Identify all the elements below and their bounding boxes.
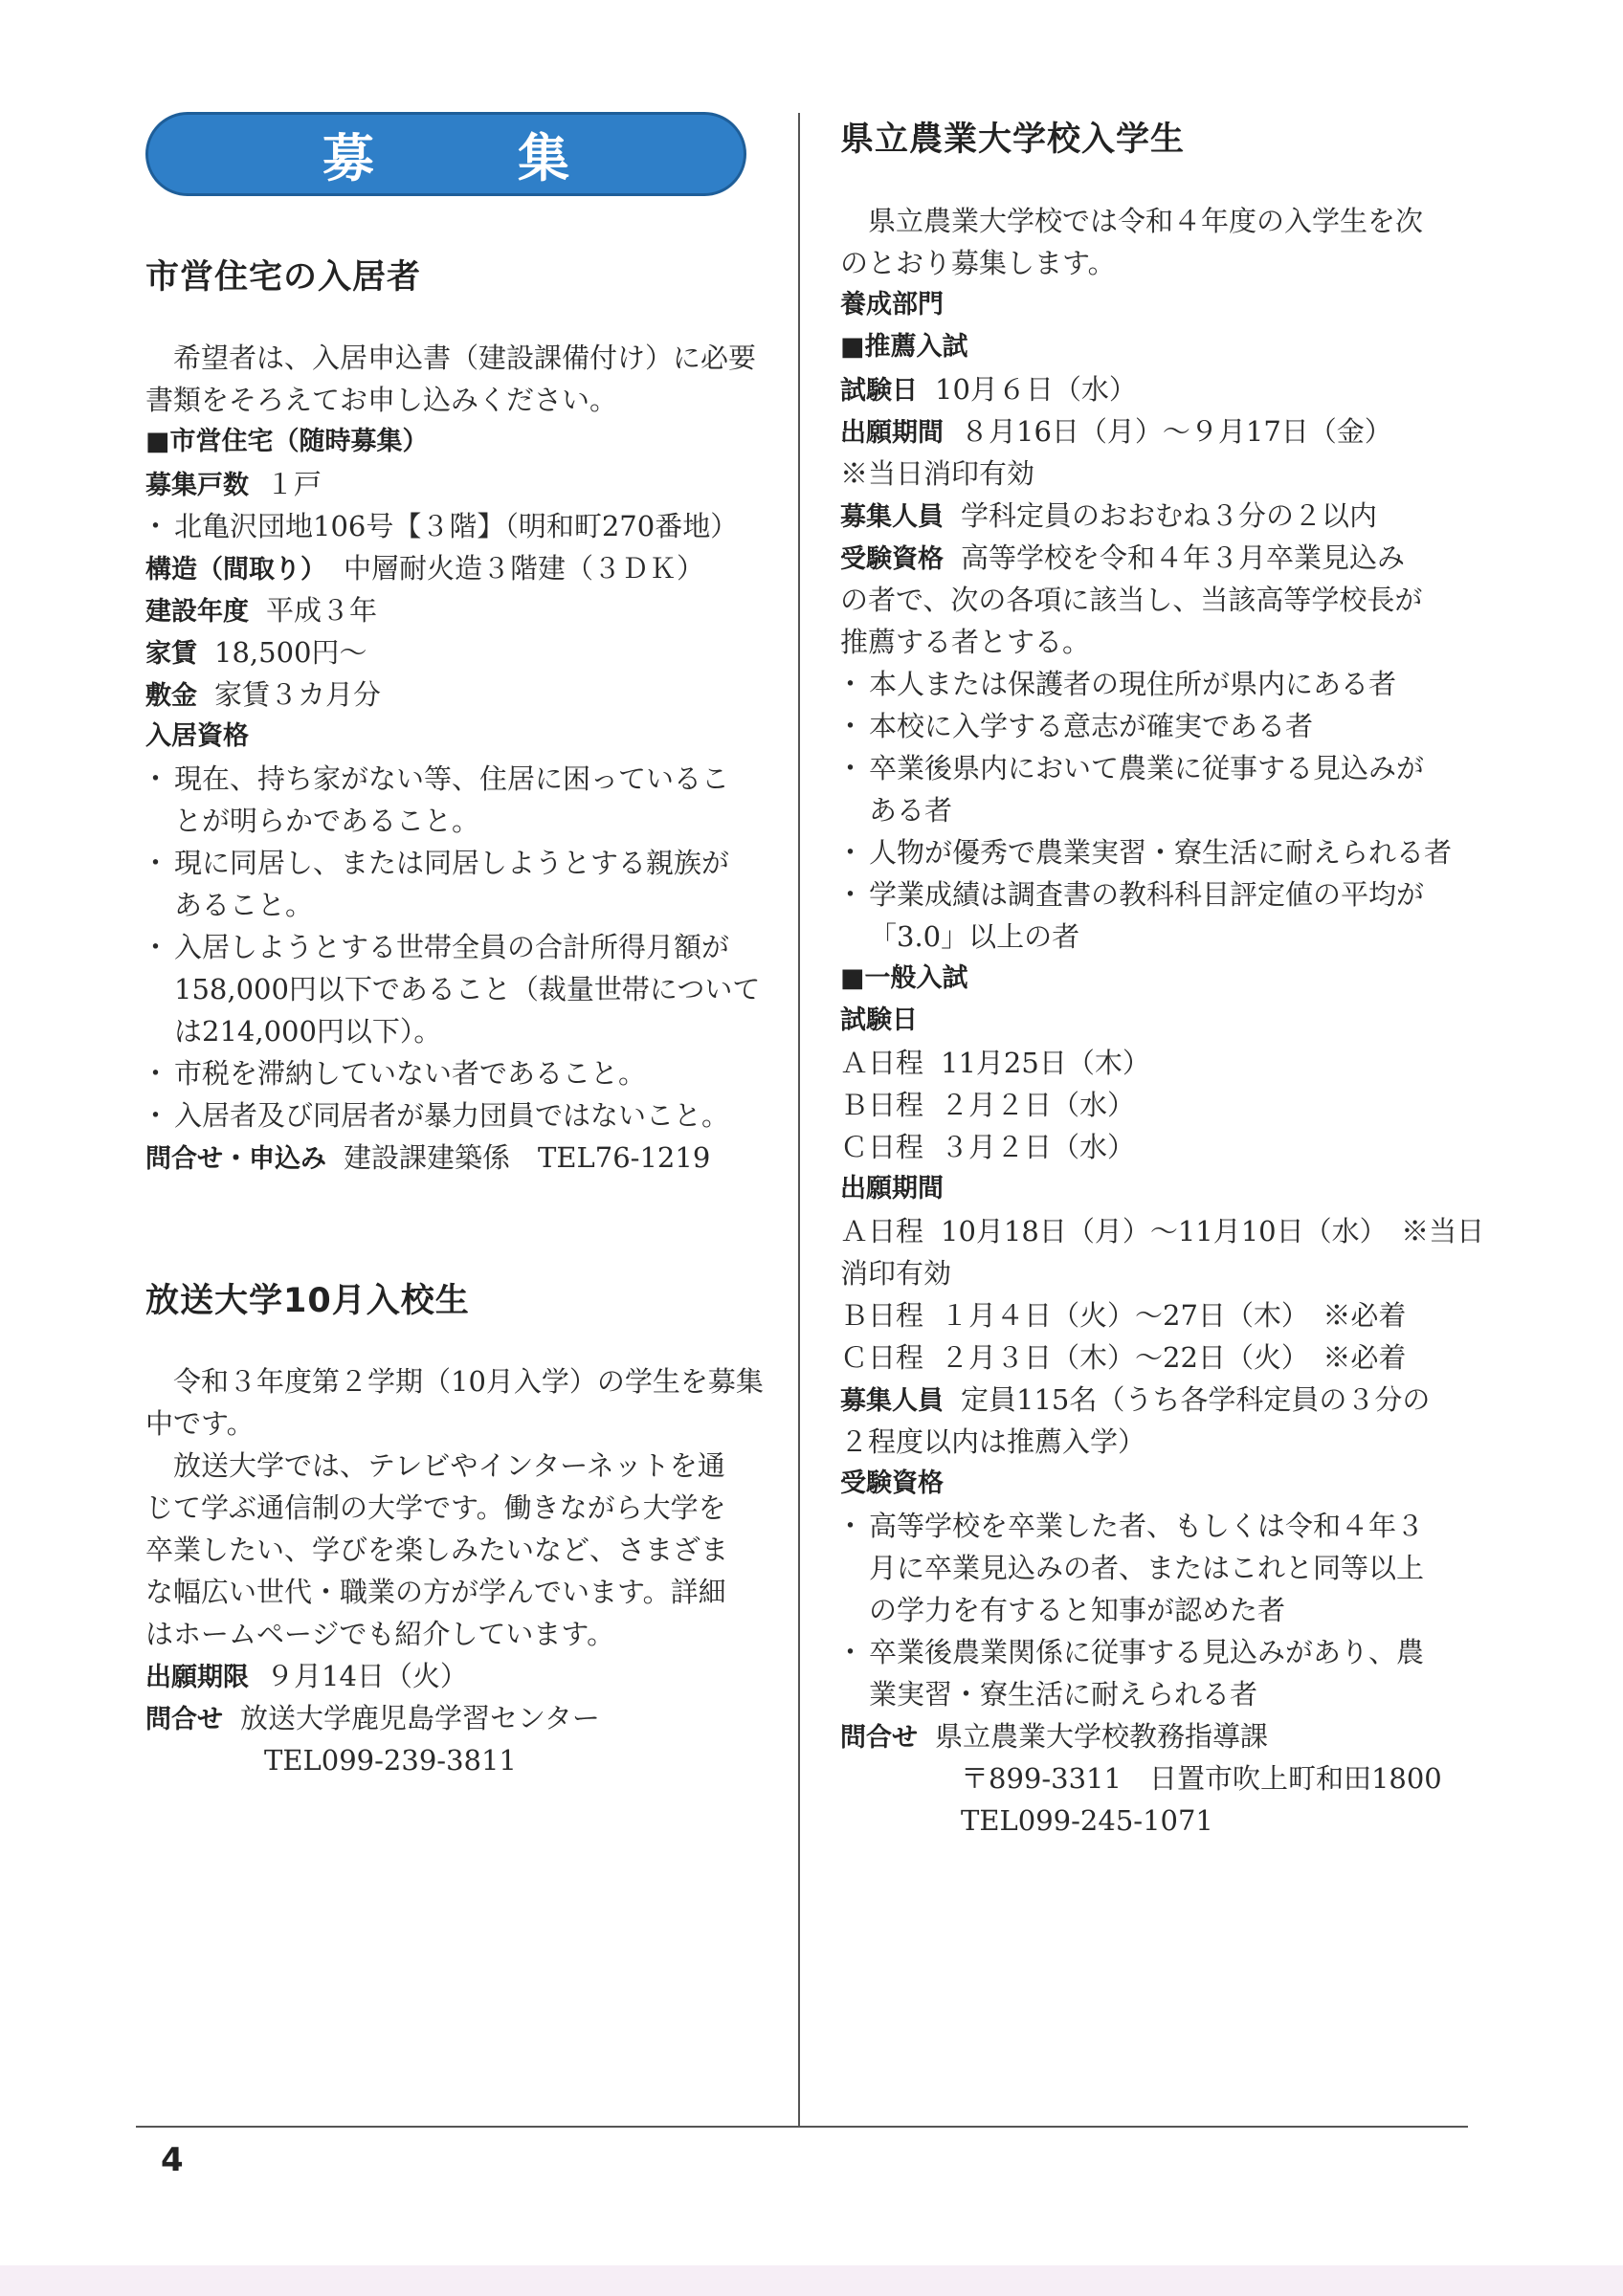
rent-label: 家賃 [145, 639, 197, 669]
banner-char-1: 募 [322, 127, 374, 188]
qualification-item-cont: 158,000円以下であること（裁量世帯について [174, 973, 761, 1005]
qualification-item: ・ 現に同居し、または同居しようとする親族が [145, 842, 758, 884]
qualification-item: ・ 入居しようとする世帯全員の合計所得月額が [145, 926, 758, 968]
general-qualification-heading: 受験資格 [840, 1468, 944, 1498]
rec-capacity-value: 学科定員のおおむね３分の２以内 [961, 499, 1378, 532]
schedule-c-application: ２月３日（木）～22日（火） ※必着 [941, 1341, 1407, 1374]
department-heading: 養成部門 [840, 290, 944, 320]
general-capacity-label: 募集人員 [840, 1386, 944, 1416]
housing-subsection-heading: ■市営住宅（随時募集） [145, 427, 429, 456]
structure-value: 中層耐火造３階建（３ＤＫ） [344, 552, 705, 585]
units-value: １戸 [266, 468, 322, 500]
built-label: 建設年度 [145, 597, 249, 627]
agri-contact-label: 問合せ [840, 1723, 918, 1753]
agri-contact-address: 〒899-3311 日置市吹上町和田1800 [961, 1762, 1442, 1795]
general-exam-date-heading: 試験日 [840, 1005, 918, 1035]
housing-contact-value: 建設課建築係 TEL76-1219 [344, 1141, 711, 1174]
university-contact-phone: TEL099-239-3811 [264, 1744, 517, 1777]
schedule-b-label: Ｂ日程 [840, 1089, 924, 1121]
university-text-line: じて学ぶ通信制の大学です。働きながら大学を [145, 1491, 726, 1524]
rec-qualification-value: 高等学校を令和４年３月卒業見込み [961, 541, 1406, 574]
schedule-a-application: 10月18日（月）～11月10日（水） ※当日 [941, 1215, 1485, 1247]
rec-exam-label: 試験日 [840, 376, 918, 406]
recruitment-banner [145, 112, 746, 196]
university-text-line: 放送大学では、テレビやインターネットを通 [173, 1449, 725, 1482]
qualification-item: ・ 市税を滞納していない者であること。 [145, 1052, 758, 1094]
schedule-c-label: Ｃ日程 [840, 1131, 924, 1163]
university-text-line: 卒業したい、学びを楽しみたいなど、さまざま [145, 1534, 729, 1566]
schedule-b-label: Ｂ日程 [840, 1299, 924, 1332]
rec-condition-item-cont: ある者 [869, 794, 953, 827]
units-label: 募集戸数 [145, 471, 249, 500]
deadline-value: ９月14日（火） [266, 1660, 468, 1692]
university-text-line: はホームページでも紹介しています。 [145, 1618, 615, 1650]
university-contact-label: 問合せ [145, 1705, 223, 1734]
general-exam-heading: ■一般入試 [840, 963, 968, 993]
qualification-item-cont: あること。 [174, 889, 314, 921]
rec-condition-item: ・ 本校に入学する意志が確実である者 [840, 705, 1462, 747]
housing-contact-label: 問合せ・申込み [145, 1144, 326, 1174]
general-qualification-item: ・ 卒業後農業関係に従事する見込みがあり、農 [840, 1631, 1462, 1673]
agri-college-title: 県立農業大学校入学生 [840, 121, 1186, 159]
schedule-c-label: Ｃ日程 [840, 1341, 924, 1374]
agri-contact-phone: TEL099-245-1071 [961, 1804, 1213, 1837]
general-qualification-item-cont: 月に卒業見込みの者、またはこれと同等以上 [869, 1552, 1425, 1584]
housing-intro-line: 希望者は、入居申込書（建設課備付け）に必要 [173, 342, 757, 374]
university-text-line: 令和３年度第２学期（10月入学）の学生を募集 [173, 1365, 764, 1398]
rec-note: ※当日消印有効 [840, 457, 1035, 490]
housing-intro-line: 書類をそろえてお申し込みください。 [145, 384, 618, 416]
column-divider [798, 113, 800, 2127]
schedule-a-label: Ａ日程 [840, 1215, 924, 1247]
qualification-heading: 入居資格 [145, 721, 249, 751]
schedule-b-application: １月４日（火）～27日（木） ※必着 [941, 1299, 1407, 1332]
general-application-heading: 出願期間 [840, 1174, 944, 1203]
rec-condition-item-cont: 「3.0」以上の者 [869, 920, 1080, 953]
deadline-label: 出願期限 [145, 1663, 249, 1692]
university-text-line: 中です。 [145, 1407, 255, 1440]
schedule-c-exam: ３月２日（水） [941, 1131, 1136, 1163]
schedule-b-exam: ２月２日（水） [941, 1089, 1136, 1121]
qualification-item: ・ 現在、持ち家がない等、住居に困っているこ [145, 758, 758, 800]
rent-value: 18,500円～ [214, 636, 367, 669]
rec-exam-value: 10月６日（水） [935, 373, 1137, 406]
qualification-item-cont: は214,000円以下）。 [174, 1015, 442, 1048]
unit-item: ・ 北亀沢団地106号【３階】（明和町270番地） [145, 505, 758, 547]
agri-intro-line: 県立農業大学校では令和４年度の入学生を次 [868, 205, 1424, 237]
agri-intro-line: のとおり募集します。 [840, 247, 1116, 279]
rec-application-label: 出願期間 [840, 418, 944, 448]
university-title: 放送大学10月入校生 [145, 1282, 470, 1320]
recommendation-heading: ■推薦入試 [840, 332, 968, 362]
agri-college-section [840, 200, 1485, 1842]
structure-label: 構造（間取り） [145, 555, 326, 585]
university-section [145, 1360, 764, 1781]
rec-qualification-line: 推薦する者とする。 [840, 626, 1091, 658]
rec-condition-item: ・ 人物が優秀で農業実習・寮生活に耐えられる者 [840, 831, 1462, 873]
agri-contact-office: 県立農業大学校教務指導課 [935, 1720, 1269, 1753]
university-text-line: な幅広い世代・職業の方が学んでいます。詳細 [145, 1576, 726, 1608]
qualification-item: ・ 入居者及び同居者が暴力団員ではないこと。 [145, 1094, 758, 1137]
rec-capacity-label: 募集人員 [840, 502, 944, 532]
schedule-a-application-cont: 消印有効 [840, 1257, 952, 1290]
deposit-label: 敷金 [145, 681, 197, 711]
footer-rule [136, 2126, 1468, 2128]
university-contact-value: 放送大学鹿児島学習センター [240, 1702, 600, 1734]
rec-condition-item: ・ 学業成績は調査書の教科科目評定値の平均が [840, 873, 1462, 916]
page-number: 4 [161, 2141, 184, 2179]
general-qualification-item-cont: 業実習・寮生活に耐えられる者 [869, 1678, 1258, 1711]
rec-condition-item: ・ 卒業後県内において農業に従事する見込みが [840, 747, 1462, 789]
rec-qualification-label: 受験資格 [840, 544, 944, 574]
schedule-a-label: Ａ日程 [840, 1047, 924, 1079]
housing-section [145, 337, 761, 1179]
rec-condition-item: ・ 本人または保護者の現住所が県内にある者 [840, 663, 1462, 705]
page-bottom-band [0, 2265, 1623, 2296]
rec-application-value: ８月16日（月）～９月17日（金） [961, 415, 1392, 448]
built-value: 平成３年 [266, 594, 378, 627]
rec-qualification-line: の者で、次の各項に該当し、当該高等学校長が [840, 584, 1423, 616]
deposit-value: 家賃３カ月分 [214, 678, 382, 711]
qualification-item-cont: とが明らかであること。 [174, 805, 480, 837]
general-capacity-cont: ２程度以内は推薦入学） [840, 1425, 1146, 1458]
general-qualification-item: ・ 高等学校を卒業した者、もしくは令和４年３ [840, 1505, 1462, 1547]
housing-title: 市営住宅の入居者 [145, 258, 422, 297]
schedule-a-exam: 11月25日（木） [941, 1047, 1150, 1079]
banner-char-2: 集 [518, 127, 569, 188]
general-qualification-item-cont: の学力を有すると知事が認めた者 [869, 1594, 1286, 1626]
general-capacity-value: 定員115名（うち各学科定員の３分の [961, 1383, 1431, 1416]
